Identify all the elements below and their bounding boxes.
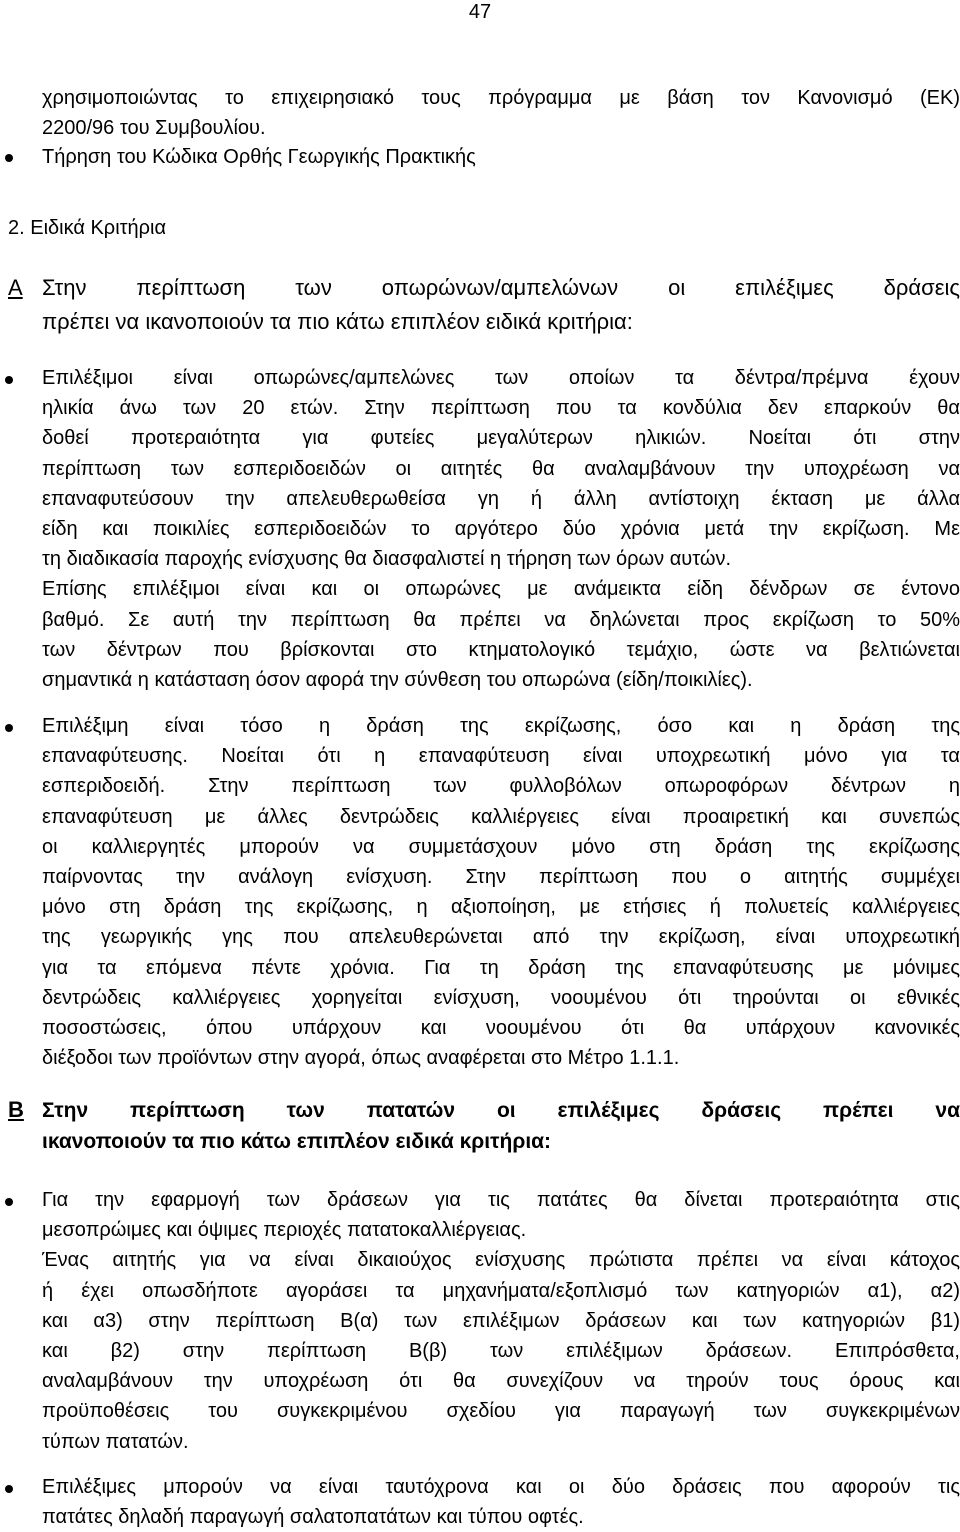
section-a-title [42,271,960,339]
section-a-letter: Α [8,275,23,300]
text-line: περίπτωση των εσπεριδοειδών οι αιτητές θα αναλαμβάνουν την υποχρέωση να [42,457,960,480]
text-line: ή έχει οπωσδήποτε αγοράσει τα μηχανήματα/εξοπλισμό των κατηγοριών α1), α2) [42,1279,960,1302]
page-number: 47 [468,1,492,23]
bullet-icon [5,1198,13,1206]
text-line: δεντρώδεις καλλιέργειες χορηγείται ενίσχυση, νοουμένου ότι τηρούνται οι εθνικές [42,986,960,1009]
text-line: παίρνοντας την ανάλογη ενίσχυση. Στην περίπτωση που ο αιτητής συμμέχει [42,866,960,889]
text-line: Επιλέξιμη είναι τόσο η δράση της εκρίζωσης, όσο και η δράση της [42,715,960,737]
text-line: μεσοπρώιμες και όψιμες περιοχές πατατοκαλλιέργειας. [42,1219,527,1242]
text-line: των δέντρων που βρίσκονται στο κτηματολογικό τεμάχιο, ώστε να βελτιώνεται [42,638,960,661]
text-line: προϋποθέσεις του συγκεκριμένου σχεδίου για παραγωγή των συγκεκριμένων [42,1400,960,1423]
section-b-bullet-1 [42,1185,960,1457]
section-b-bullet-2 [42,1472,960,1532]
text-line: της γεωργικής γης που απελευθερώνεται από την εκρίζωση, είναι υποχρεωτική [42,926,960,949]
text-line: Επιλέξιμοι είναι οπωρώνες/αμπελώνες των οποίων τα δέντρα/πρέμνα έχουν [42,367,960,389]
section-a-bullet-2 [42,711,960,1073]
text-line: επαναφύτευσης. Νοείται ότι η επαναφύτευση είναι υποχρεωτική μόνο για τα [42,745,960,768]
text-line: διέξοδοι των προϊόντων στην αγορά, όπως αναφέρεται στο Μέτρο 1.1.1. [42,1047,680,1070]
text-line: σημαντικά η κατάσταση όσον αφορά την σύνθεση του οπωρώνα (είδη/ποικιλίες). [42,669,753,692]
text-line: εσπεριδοειδή. Στην περίπτωση των φυλλοβόλων οπωροφόρων δέντρων η [42,775,960,798]
text-line: Ένας αιτητής για να είναι δικαιούχος ενίσχυσης πρώτιστα πρέπει να είναι κάτοχος [42,1249,960,1272]
section-b-title [42,1095,960,1157]
bullet-icon [5,724,13,732]
text-line: δοθεί προτεραιότητα για φυτείες μεγαλύτερων ηλικιών. Νοείται ότι στην [42,427,960,450]
text-line: βαθμό. Σε αυτή την περίπτωση θα πρέπει να δηλώνεται προς εκρίζωση το 50% [42,608,960,631]
intro-line: χρησιμοποιώντας το επιχειρησιακό τους πρόγραμμα με βάση τον Κανονισμό (ΕΚ) [42,87,960,109]
text-line: και β2) στην περίπτωση Β(β) των επιλέξιμων δράσεων. Επιπρόσθετα, [42,1340,960,1363]
section-heading: 2. Ειδικά Κριτήρια [8,217,167,239]
text-line: τύπων πατατών. [42,1430,189,1453]
text-line: είδη και ποικιλίες εσπεριδοειδών το αργότερο δύο χρόνια μετά την εκρίζωση. Με [42,518,960,541]
section-b-letter: Β [8,1097,24,1122]
section-a-bullet-1 [42,363,960,695]
text-line: και α3) στην περίπτωση Β(α) των επιλέξιμων δράσεων και των κατηγοριών β1) [42,1309,960,1332]
section-a-title-line: Στην περίπτωση των οπωρώνων/αμπελώνων οι επιλέξιμες δράσεις [42,275,960,300]
text-line: Επιλέξιμες μπορούν να είναι ταυτόχρονα και οι δύο δράσεις που αφορούν τις [42,1476,960,1498]
text-line: τη διαδικασία παροχής ενίσχυσης θα διασφαλιστεί η τήρηση των όρων αυτών. [42,548,732,571]
section-a-title-line: πρέπει να ικανοποιούν τα πιο κάτω επιπλέον ειδικά κριτήρια: [42,309,633,334]
text-line: ηλικία άνω των 20 ετών. Στην περίπτωση που τα κονδύλια δεν επαρκούν θα [42,397,960,420]
bullet-icon [5,1485,13,1493]
text-line: μόνο στη δράση της εκρίζωσης, η αξιοποίηση, με ετήσιες ή πολυετείς καλλιέργειες [42,896,960,919]
text-line: για τα επόμενα πέντε χρόνια. Για τη δράση της επαναφύτευσης με μόνιμες [42,956,960,979]
text-line: επαναφυτεύσουν την απελευθερωθείσα γη ή άλλη αντίστοιχη έκταση με άλλα [42,487,960,510]
intro-bullet: Τήρηση του Κώδικα Ορθής Γεωργικής Πρακτικής [42,146,476,168]
section-b-title-line: Στην περίπτωση των πατατών οι επιλέξιμες δράσεις πρέπει να [42,1099,960,1122]
text-line: επαναφύτευση με άλλες δεντρώδεις καλλιέργειες είναι προαιρετική και συνεπώς [42,805,960,828]
text-line: πατάτες δηλαδή παραγωγή σαλατοπατάτων και τύπου οφτές. [42,1506,584,1529]
text-line: αναλαμβάνουν την υποχρέωση ότι θα συνεχίζουν να τηρούν τους όρους και [42,1370,960,1393]
intro-paragraph [42,83,960,143]
section-b-title-line: ικανοποιούν τα πιο κάτω επιπλέον ειδικά κριτήρια: [42,1130,552,1153]
bullet-icon [5,154,13,162]
text-line: ποσοστώσεις, όπου υπάρχουν και νοουμένου ότι θα υπάρχουν κανονικές [42,1017,960,1040]
text-line: Επίσης επιλέξιμοι είναι και οι οπωρώνες με ανάμεικτα είδη δένδρων σε έντονο [42,578,960,601]
intro-line: 2200/96 του Συμβουλίου. [42,117,266,140]
bullet-icon [5,376,13,384]
text-line: Για την εφαρμογή των δράσεων για τις πατάτες θα δίνεται προτεραιότητα στις [42,1189,960,1211]
text-line: οι καλλιεργητές μπορούν να συμμετάσχουν μόνο στη δράση της εκρίζωσης [42,835,960,858]
